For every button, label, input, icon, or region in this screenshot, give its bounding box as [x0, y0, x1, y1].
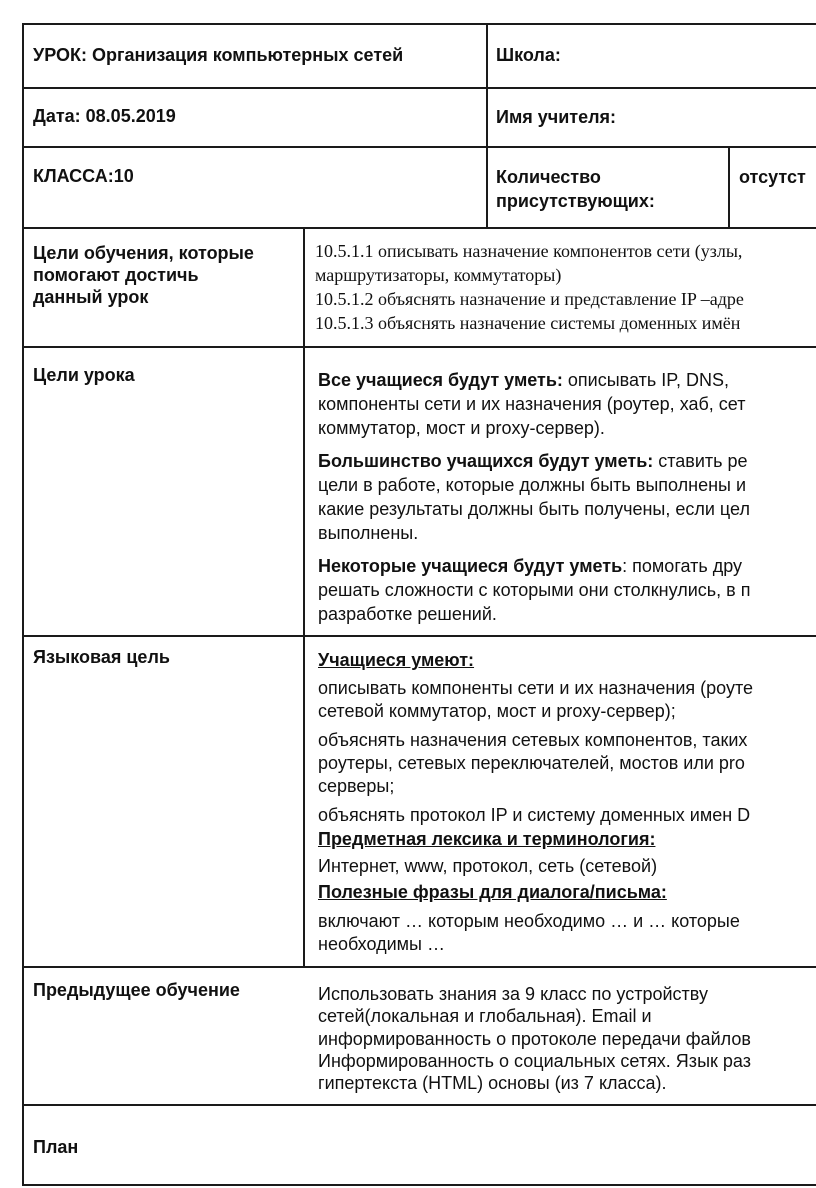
grade-label: КЛАССА:10	[33, 166, 134, 186]
learning-goals-label-2: помогают достичь	[33, 265, 199, 285]
learning-goal-line: 10.5.1.2 объяснять назначение и представление IP –адре	[315, 289, 744, 309]
rule-header-mid	[486, 23, 488, 229]
learning-goal-line: маршрутизаторы, коммутаторы)	[315, 265, 562, 285]
some-students-text: : помогать дру	[622, 556, 743, 576]
prior-learning-line: гипертекста (HTML) основы (из 7 класса).	[318, 1073, 667, 1093]
some-students-line-2: решать сложности с которыми они столкнулись, в п	[318, 580, 751, 600]
most-students-line-3: какие результаты должны быть получены, если цел	[318, 499, 750, 519]
all-students-line-2: компоненты сети и их назначения (роутер, хаб, сет	[318, 394, 746, 414]
present-label-2: присутствующих:	[496, 191, 655, 211]
all-students-line-1	[318, 369, 729, 391]
skill-line: описывать компоненты сети и их назначения (роуте	[318, 678, 754, 698]
some-students-line-3: разработке решений.	[318, 604, 497, 624]
learning-goals-label-3: данный урок	[33, 287, 149, 307]
some-students-line-1	[318, 555, 742, 577]
most-students-heading: Большинство учащихся будут уметь:	[318, 451, 654, 471]
language-goal-label: Языковая цель	[33, 647, 170, 667]
skill-line: серверы;	[318, 776, 395, 796]
phrases-text-2: необходимы …	[318, 934, 445, 954]
most-students-line-2: цели в работе, которые должны быть выполнены и	[318, 475, 747, 495]
all-students-heading: Все учащиеся будут уметь:	[318, 370, 563, 390]
rule-top	[22, 23, 816, 25]
terminology-heading: Предметная лексика и терминология:	[318, 829, 656, 849]
most-students-line-1	[318, 450, 748, 472]
prior-learning-line: Информированность о социальных сетях. Язык раз	[318, 1051, 751, 1071]
all-students-line-3: коммутатор, мост и proxy-сервер).	[318, 418, 605, 438]
lesson-title: УРОК: Организация компьютерных сетей	[33, 45, 404, 65]
skill-line: сетевой коммутатор, мост и proxy-сервер);	[318, 701, 676, 721]
skill-line: объяснять протокол IP и систему доменных имен D	[318, 805, 751, 825]
some-students-heading: Некоторые учащиеся будут уметь	[318, 556, 623, 576]
terminology-text: Интернет, www, протокол, сеть (сетевой)	[318, 856, 658, 876]
rule-row1	[22, 87, 816, 89]
teacher-label: Имя учителя:	[496, 107, 617, 127]
plan-label: План	[33, 1137, 79, 1157]
skills-heading: Учащиеся умеют:	[318, 650, 475, 670]
most-students-text: ставить ре	[653, 451, 748, 471]
phrases-text-1: включают … которым необходимо … и … которые	[318, 911, 740, 931]
phrases-heading: Полезные фразы для диалога/письма:	[318, 882, 667, 902]
rule-row6	[22, 966, 816, 968]
rule-row2	[22, 146, 816, 148]
learning-goal-line: 10.5.1.1 описывать назначение компонентов сети (узлы,	[315, 241, 743, 261]
rule-row7	[22, 1104, 816, 1106]
skill-line: роутеры, сетевых переключателей, мостов или pro	[318, 753, 745, 773]
rule-row5	[22, 635, 816, 637]
learning-goals-label-1: Цели обучения, которые	[33, 243, 254, 263]
prior-learning-line: сетей(локальная и глобальная). Email и	[318, 1006, 652, 1026]
skill-line: объяснять назначения сетевых компонентов, таких	[318, 730, 748, 750]
rule-bottom	[22, 1184, 816, 1186]
learning-goal-line: 10.5.1.3 объяснять назначение системы доменных имён	[315, 313, 741, 333]
date-label: Дата: 08.05.2019	[33, 106, 176, 126]
prior-learning-label: Предыдущее обучение	[33, 980, 240, 1000]
all-students-text: описывать IP, DNS,	[562, 370, 729, 390]
present-label-1: Количество	[496, 167, 601, 187]
prior-learning-line: информированность о протоколе передачи файлов	[318, 1029, 751, 1049]
rule-left	[22, 23, 24, 1186]
rule-row4	[22, 346, 816, 348]
most-students-line-4: выполнены.	[318, 523, 419, 543]
rule-row3	[22, 227, 816, 229]
school-label: Школа:	[496, 45, 561, 65]
absent-label: отсутст	[739, 167, 806, 187]
prior-learning-line: Использовать знания за 9 класс по устройству	[318, 984, 708, 1004]
lesson-goals-label: Цели урока	[33, 365, 135, 385]
rule-body-mid	[303, 227, 305, 968]
rule-header-absent	[728, 146, 730, 229]
